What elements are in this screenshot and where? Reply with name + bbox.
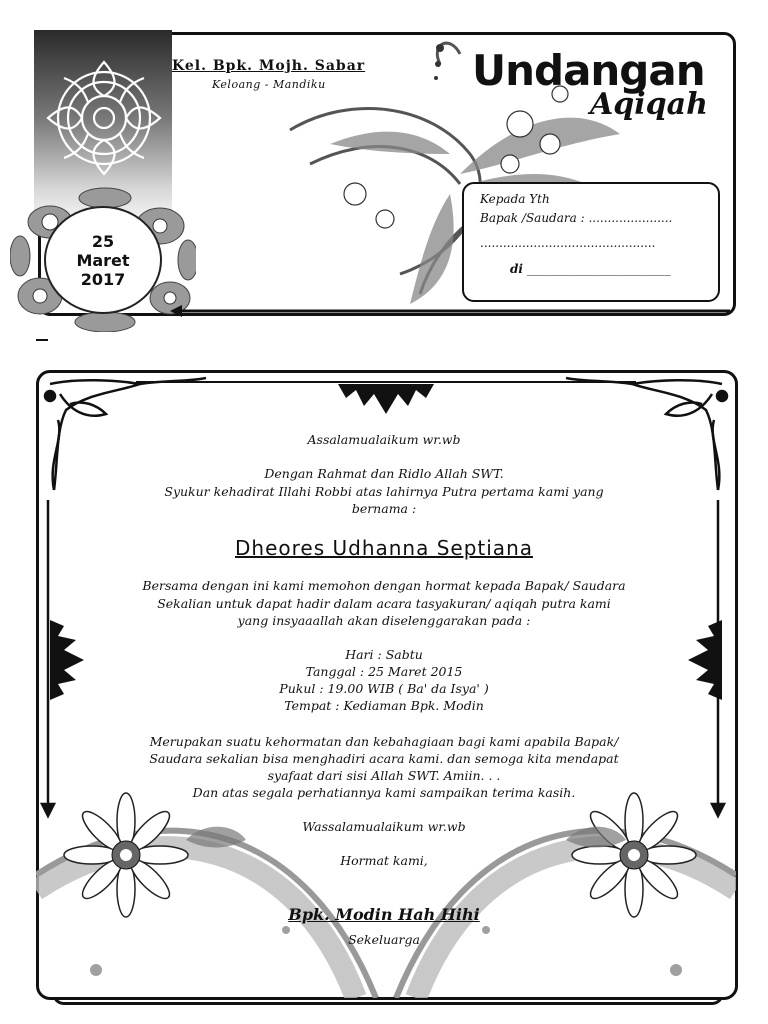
closing-line-4: Dan atas segala perhatiannya kami sampaikan terima kasih. <box>192 785 576 800</box>
invitation-subtitle: Aqiqah <box>590 87 708 122</box>
date-year: 2017 <box>80 270 126 289</box>
greeting: Assalamualaikum wr.wb <box>307 432 461 447</box>
closing-line-1: Merupakan suatu kehormatan dan kebahagiaan bagi kami apabila Bapak/ <box>149 734 619 749</box>
addressee-location-line <box>510 262 671 276</box>
sender-address: Keloang - Mandiku <box>212 78 326 91</box>
child-name: Dheores Udhanna Septiana <box>235 536 533 560</box>
date-day: 25 <box>91 232 115 251</box>
event-date-badge <box>44 206 162 314</box>
signer-suffix: Sekeluarga <box>348 932 420 947</box>
addressee-extra-line: .............................................. <box>480 236 656 250</box>
event-place: Tempat : Kediaman Bpk. Modin <box>284 698 484 713</box>
invitation-title: Undangan <box>472 46 705 95</box>
closing-line-2: Saudara sekalian bisa menghadiri acara kami. dan semoga kita mendapat <box>149 751 619 766</box>
addressee-location-prefix: di <box>510 262 523 276</box>
intro-line-3: bernama : <box>351 501 417 516</box>
event-date: Tanggal : 25 Maret 2015 <box>305 664 463 679</box>
regards: Hormat kami, <box>340 853 428 868</box>
dash-mark <box>36 339 48 341</box>
addressee-name-line: Bapak /Saudara : ...................... <box>480 211 673 225</box>
request-line-2: Sekalian untuk dapat hadir dalam acara tasyakuran/ aqiqah putra kami <box>157 596 611 611</box>
request-line-3: yang insyaaallah akan diselenggarakan pada : <box>237 613 531 628</box>
left-sunburst-icon <box>50 620 84 700</box>
addressee-label: Kepada Yth <box>480 192 550 206</box>
sender-name: Kel. Bpk. Mojh. Sabar <box>172 58 366 74</box>
intro-line-1: Dengan Rahmat dan Ridlo Allah SWT. <box>264 466 504 481</box>
event-time: Pukul : 19.00 WIB ( Ba' da Isya' ) <box>279 681 489 696</box>
intro-line-2: Syukur kehadirat Illahi Robbi atas lahirnya Putra pertama kami yang <box>164 484 604 499</box>
envelope-bottom-arrow <box>170 302 730 320</box>
date-month: Maret <box>76 251 130 270</box>
top-sunburst-icon <box>338 384 434 414</box>
farewell: Wassalamualaikum wr.wb <box>302 819 466 834</box>
request-line-1: Bersama dengan ini kami memohon dengan hormat kepada Bapak/ Saudara <box>142 578 626 593</box>
addressee-box <box>462 182 720 302</box>
closing-line-3: syafaat dari sisi Allah SWT. Amiin. . . <box>267 768 501 783</box>
event-day: Hari : Sabtu <box>345 647 423 662</box>
signer-name: Bpk. Modin Hah Hihi <box>288 905 480 924</box>
addressee-location-blank: ________________________ <box>526 262 671 276</box>
